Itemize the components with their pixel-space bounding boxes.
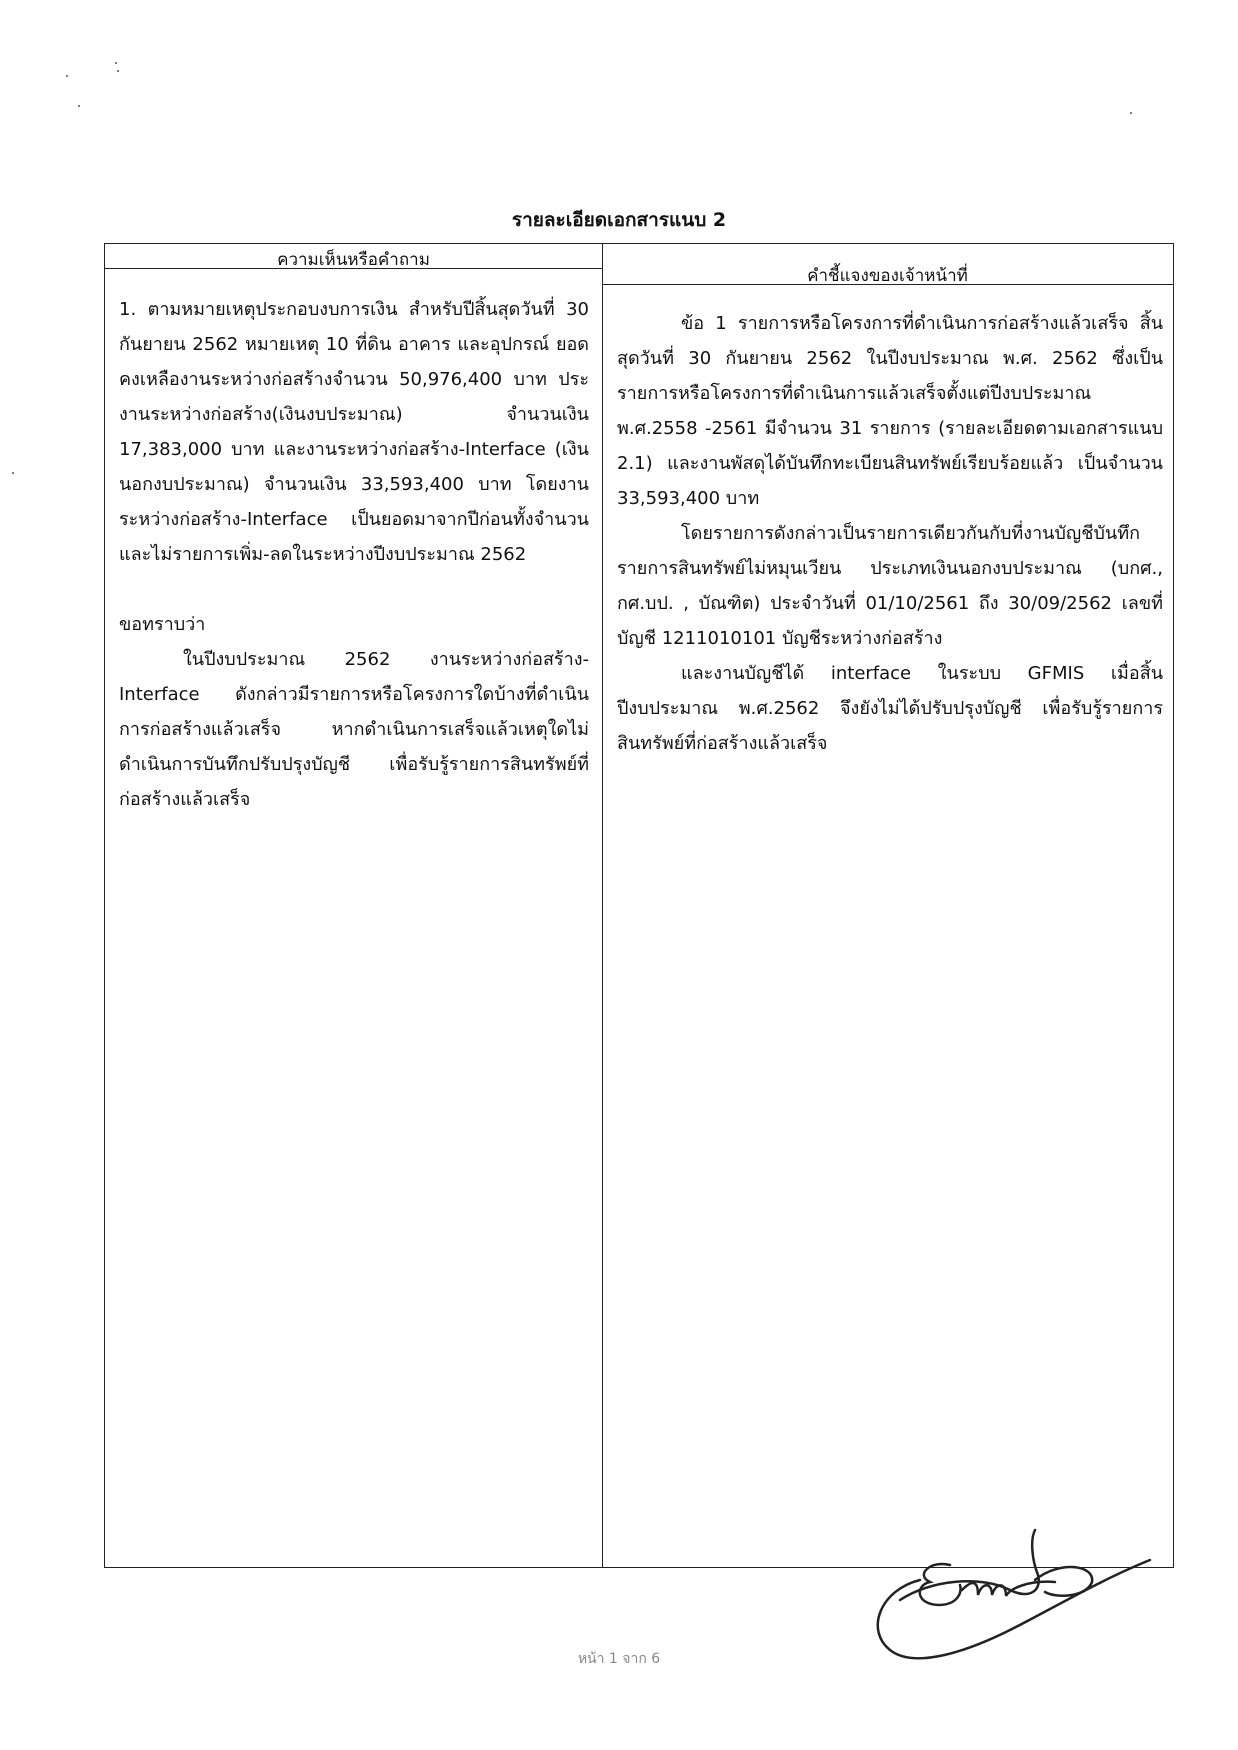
explanation-paragraph-1: ข้อ 1 รายการหรือโครงการที่ดำเนินการก่อสร้างแล้วเสร็จ สิ้นสุดวันที่ 30 กันยายน 2562 ในปีงบประมาณ พ.ศ. 2562 ซึ่งเป็นรายการหรือโครงการที่ดำเนินการแล้วเสร็จตั้งแต่ปีงบประมาณ พ.ศ.2558 -2561 มีจำนวน 31 รายการ (รายละเอียดตามเอกสารแนบ 2.1) และงานพัสดุได้บันทึกทะเบียนสินทรัพย์เรียบร้อยแล้ว เป็นจำนวน 33,593,400 บาท bbox=[617, 313, 1163, 509]
column-divider bbox=[602, 244, 603, 1567]
column-header-explanation: คำชี้แจงของเจ้าหน้าที่ bbox=[807, 266, 968, 286]
document-title: รายละเอียดเอกสารแนบ 2 bbox=[511, 209, 727, 231]
header-rule-left bbox=[105, 268, 602, 269]
page-number: หน้า 1 จาก 6 bbox=[577, 1651, 661, 1667]
scan-speck bbox=[117, 70, 119, 72]
header-rule-right bbox=[602, 284, 1173, 285]
column-header-comments: ความเห็นหรือคำถาม bbox=[277, 250, 430, 270]
explanation-paragraph-3: และงานบัญชีได้ interface ในระบบ GFMIS เมื่อสิ้นปีงบประมาณ พ.ศ.2562 จึงยังไม่ได้ปรับปรุงบัญชี เพื่อรับรู้รายการสินทรัพย์ที่ก่อสร้างแล้วเสร็จ bbox=[617, 663, 1163, 754]
comment-paragraph: 1. ตามหมายเหตุประกอบงบการเงิน สำหรับปีสิ้นสุดวันที่ 30 กันยายน 2562 หมายเหตุ 10 ที่ดิน อาคาร และอุปกรณ์ ยอดคงเหลืองานระหว่างก่อสร้างจำนวน 50,976,400 บาท ประงานระหว่างก่อสร้าง(เงินงบประมาณ) จำนวนเงิน 17,383,000 บาท และงานระหว่างก่อสร้าง-Interface (เงินนอกงบประมาณ) จำนวนเงิน 33,593,400 บาท โดยงานระหว่างก่อสร้าง-Interface เป็นยอดมาจากปีก่อนทั้งจำนวนและไม่รายการเพิ่ม-ลดในระหว่างปีงบประมาณ 2562 bbox=[119, 299, 589, 565]
scan-speck bbox=[66, 75, 68, 77]
question-paragraph: ในปีงบประมาณ 2562 งานระหว่างก่อสร้าง-Interface ดังกล่าวมีรายการหรือโครงการใดบ้างที่ดำเนินการก่อสร้างแล้วเสร็จ หากดำเนินการเสร็จแล้วเหตุใดไม่ดำเนินการบันทึกปรับปรุงบัญชี เพื่อรับรู้รายการสินทรัพย์ที่ก่อสร้างแล้วเสร็จ bbox=[119, 649, 589, 810]
scan-speck bbox=[115, 62, 117, 64]
table-header bbox=[105, 244, 1173, 288]
comment-cell bbox=[119, 292, 589, 817]
scan-speck bbox=[78, 105, 80, 107]
question-heading: ขอทราบว่า bbox=[119, 614, 206, 635]
comments-table bbox=[104, 243, 1174, 1568]
explanation-paragraph-2: โดยรายการดังกล่าวเป็นรายการเดียวกันกับที่งานบัญชีบันทึกรายการสินทรัพย์ไม่หมุนเวียน ประเภทเงินนอกงบประมาณ (บกศ., กศ.บป. , บัณฑิต) ประจำวันที่ 01/10/2561 ถึง 30/09/2562 เลขที่บัญชี 1211010101 บัญชีระหว่างก่อสร้าง bbox=[617, 523, 1163, 649]
scan-speck bbox=[1130, 112, 1132, 114]
scan-speck bbox=[12, 472, 14, 474]
explanation-cell bbox=[617, 306, 1163, 761]
